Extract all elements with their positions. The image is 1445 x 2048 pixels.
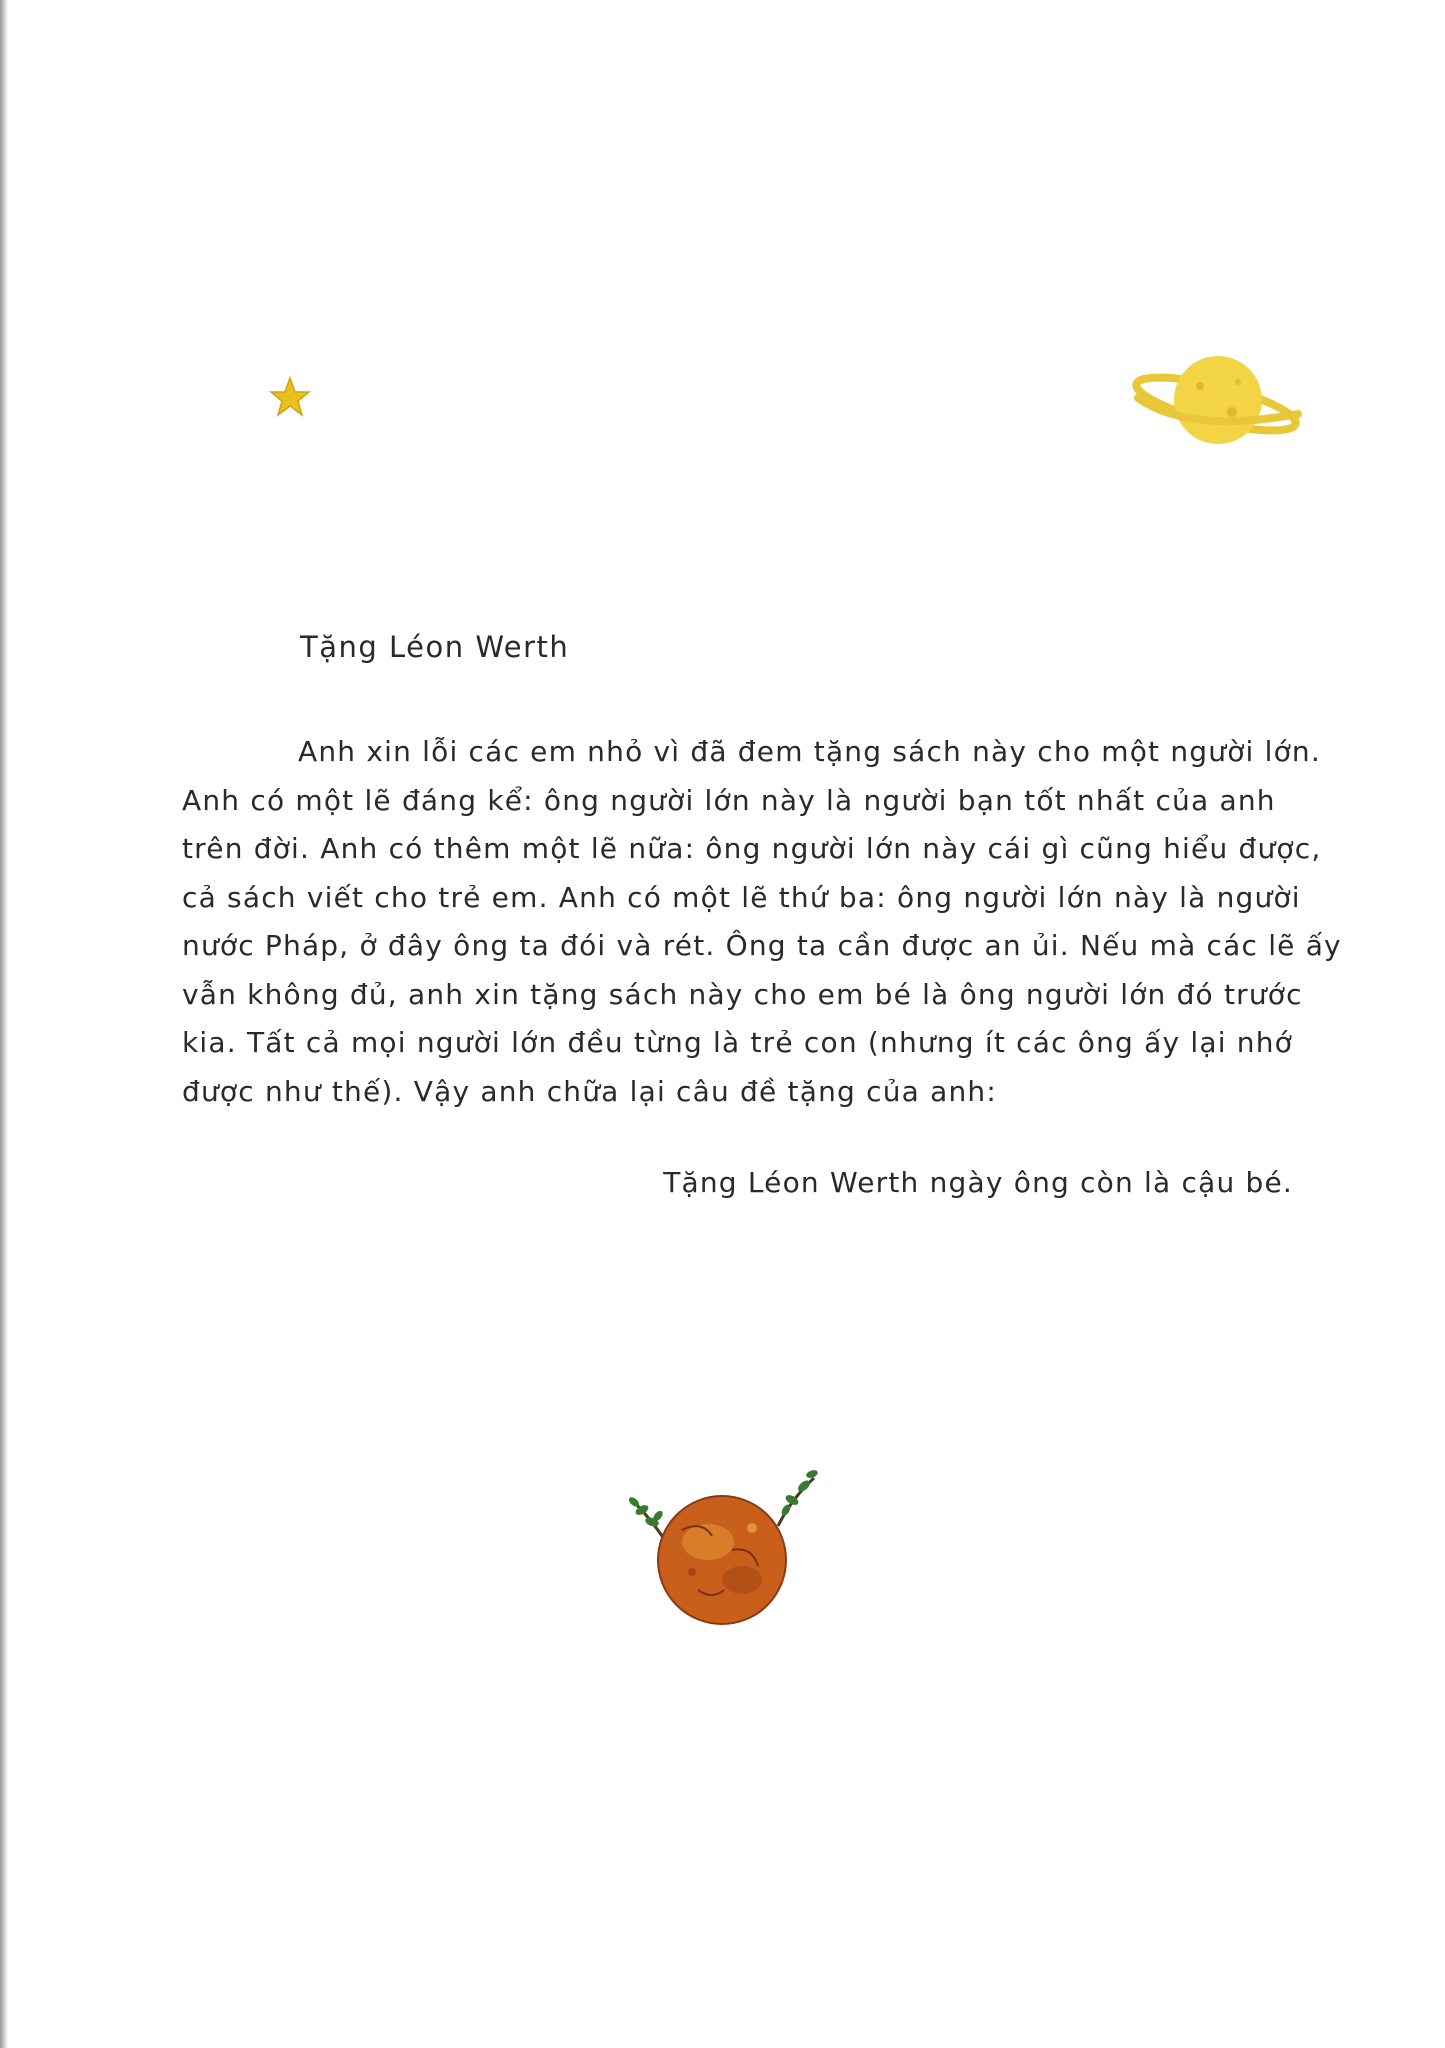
paragraph-line: Anh có một lẽ đáng kể: ông người lớn này là người bạn tốt nhất của anh [182, 783, 1276, 817]
paragraph-line: trên đời. Anh có thêm một lẽ nữa: ông người lớn này cái gì cũng hiểu được, [182, 832, 1322, 865]
dedication-title: Tặng Léon Werth [300, 630, 570, 664]
asteroid-planet-icon [612, 1450, 828, 1630]
paragraph-line: vẫn không đủ, anh xin tặng sách này cho em bé là ông người lớn đó trước [182, 977, 1303, 1011]
star-icon [268, 375, 312, 419]
dedication-closing: Tặng Léon Werth ngày ông còn là cậu bé. [663, 1166, 1293, 1199]
dedication-paragraph [182, 728, 1342, 1116]
paragraph-line: nước Pháp, ở đây ông ta đói và rét. Ông ta cần được an ủi. Nếu mà các lẽ ấy [182, 929, 1342, 962]
paragraph-line: được như thế). Vậy anh chữa lại câu đề tặng của anh: [182, 1074, 997, 1108]
paragraph-line: kia. Tất cả mọi người lớn đều từng là trẻ con (nhưng ít các ông ấy lại nhớ [182, 1026, 1293, 1059]
page-edge-shadow [0, 0, 8, 2048]
paragraph-line: Anh xin lỗi các em nhỏ vì đã đem tặng sách này cho một người lớn. [298, 735, 1321, 768]
paragraph-line: cả sách viết cho trẻ em. Anh có một lẽ thứ ba: ông người lớn này là người [182, 880, 1301, 914]
ringed-planet-icon [1128, 350, 1304, 450]
